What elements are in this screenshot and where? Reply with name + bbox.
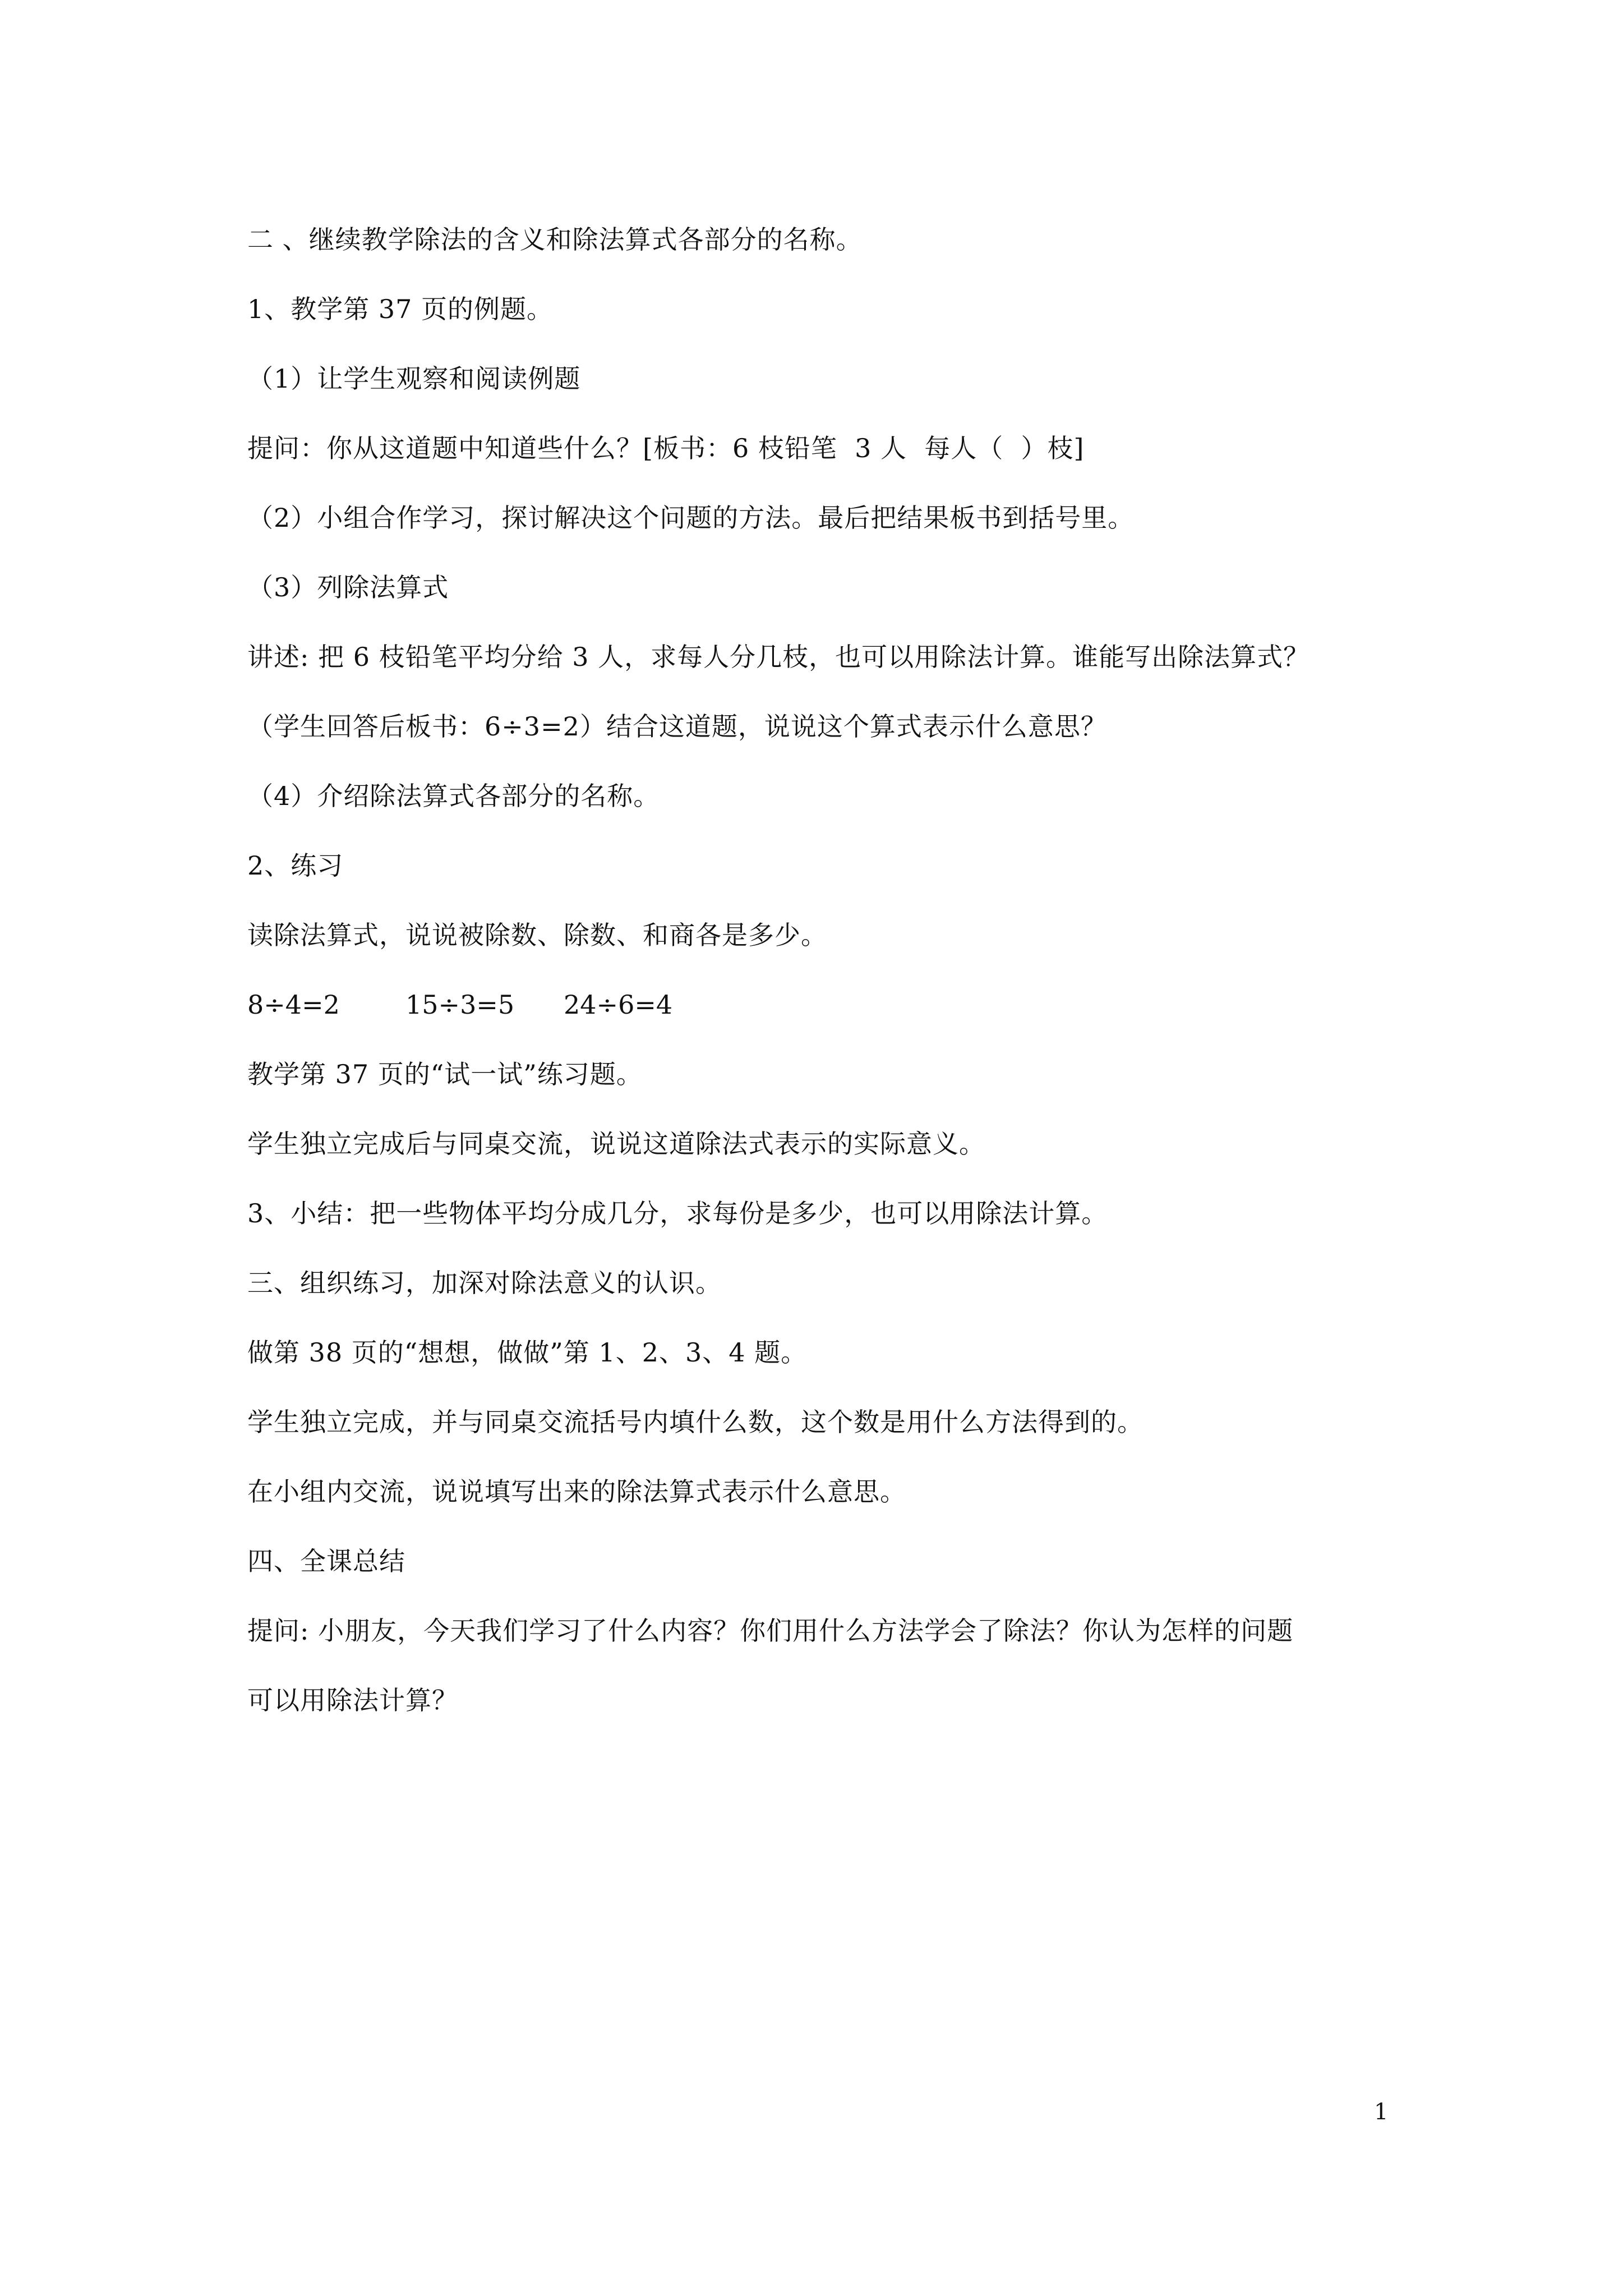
step-1: （1）让学生观察和阅读例题: [247, 364, 581, 394]
item-1-heading: 1、教学第 37 页的例题。: [247, 294, 554, 324]
group-exchange-text: 在小组内交流，说说填写出来的除法算式表示什么意思。: [247, 1476, 906, 1507]
try-exercise-text: 教学第 37 页的“试一试”练习题。: [247, 1059, 643, 1089]
step-4: （4）介绍除法算式各部分的名称。: [247, 781, 660, 811]
summary-question-line-1: 提问: 小朋友，今天我们学习了什么内容？你们用什么方法学会了除法？你认为怎样的问题: [247, 1616, 1294, 1646]
exercise-instruction: 读除法算式，说说被除数、除数、和商各是多少。: [247, 920, 827, 950]
step-2: （2）小组合作学习，探讨解决这个问题的方法。最后把结果板书到括号里。: [247, 503, 1135, 533]
explanation-text: 讲述: 把 6 枝铅笔平均分给 3 人，求每人分几枝，也可以用除法计算。谁能写出除法算式？: [247, 642, 1310, 672]
summary-question-line-2: 可以用除法计算？: [247, 1685, 458, 1715]
page-number: 1: [1374, 2099, 1389, 2125]
exercise-assignment: 做第 38 页的“想想，做做”第 1、2、3、4 题。: [247, 1337, 808, 1368]
equation: 15÷3=5: [405, 990, 515, 1020]
section-heading-2: 二 、继续教学除法的含义和除法算式各部分的名称。: [247, 224, 863, 255]
section-heading-3: 三、组织练习，加深对除法意义的认识。: [247, 1268, 722, 1298]
equation-row: [247, 987, 1397, 1023]
document-body: [247, 222, 1397, 1769]
independent-work-text: 学生独立完成，并与同桌交流括号内填什么数，这个数是用什么方法得到的。: [247, 1407, 1144, 1437]
equation: 24÷6=4: [564, 990, 673, 1020]
section-heading-4: 四、全课总结: [247, 1546, 405, 1576]
question-text: 提问：你从这道题中知道些什么？[板书：6 枝铅笔 3 人 每人（ ）枝]: [247, 433, 1085, 463]
item-3-summary: 3、小结：把一些物体平均分成几分，求每份是多少，也可以用除法计算。: [247, 1198, 1108, 1228]
equation: 8÷4=2: [247, 990, 340, 1020]
step-3: （3）列除法算式: [247, 572, 449, 602]
board-note: （学生回答后板书：6÷3=2）结合这道题，说说这个算式表示什么意思？: [247, 711, 1107, 742]
item-2-heading: 2、练习: [247, 850, 344, 881]
exchange-text: 学生独立完成后与同桌交流，说说这道除法式表示的实际意义。: [247, 1129, 985, 1159]
